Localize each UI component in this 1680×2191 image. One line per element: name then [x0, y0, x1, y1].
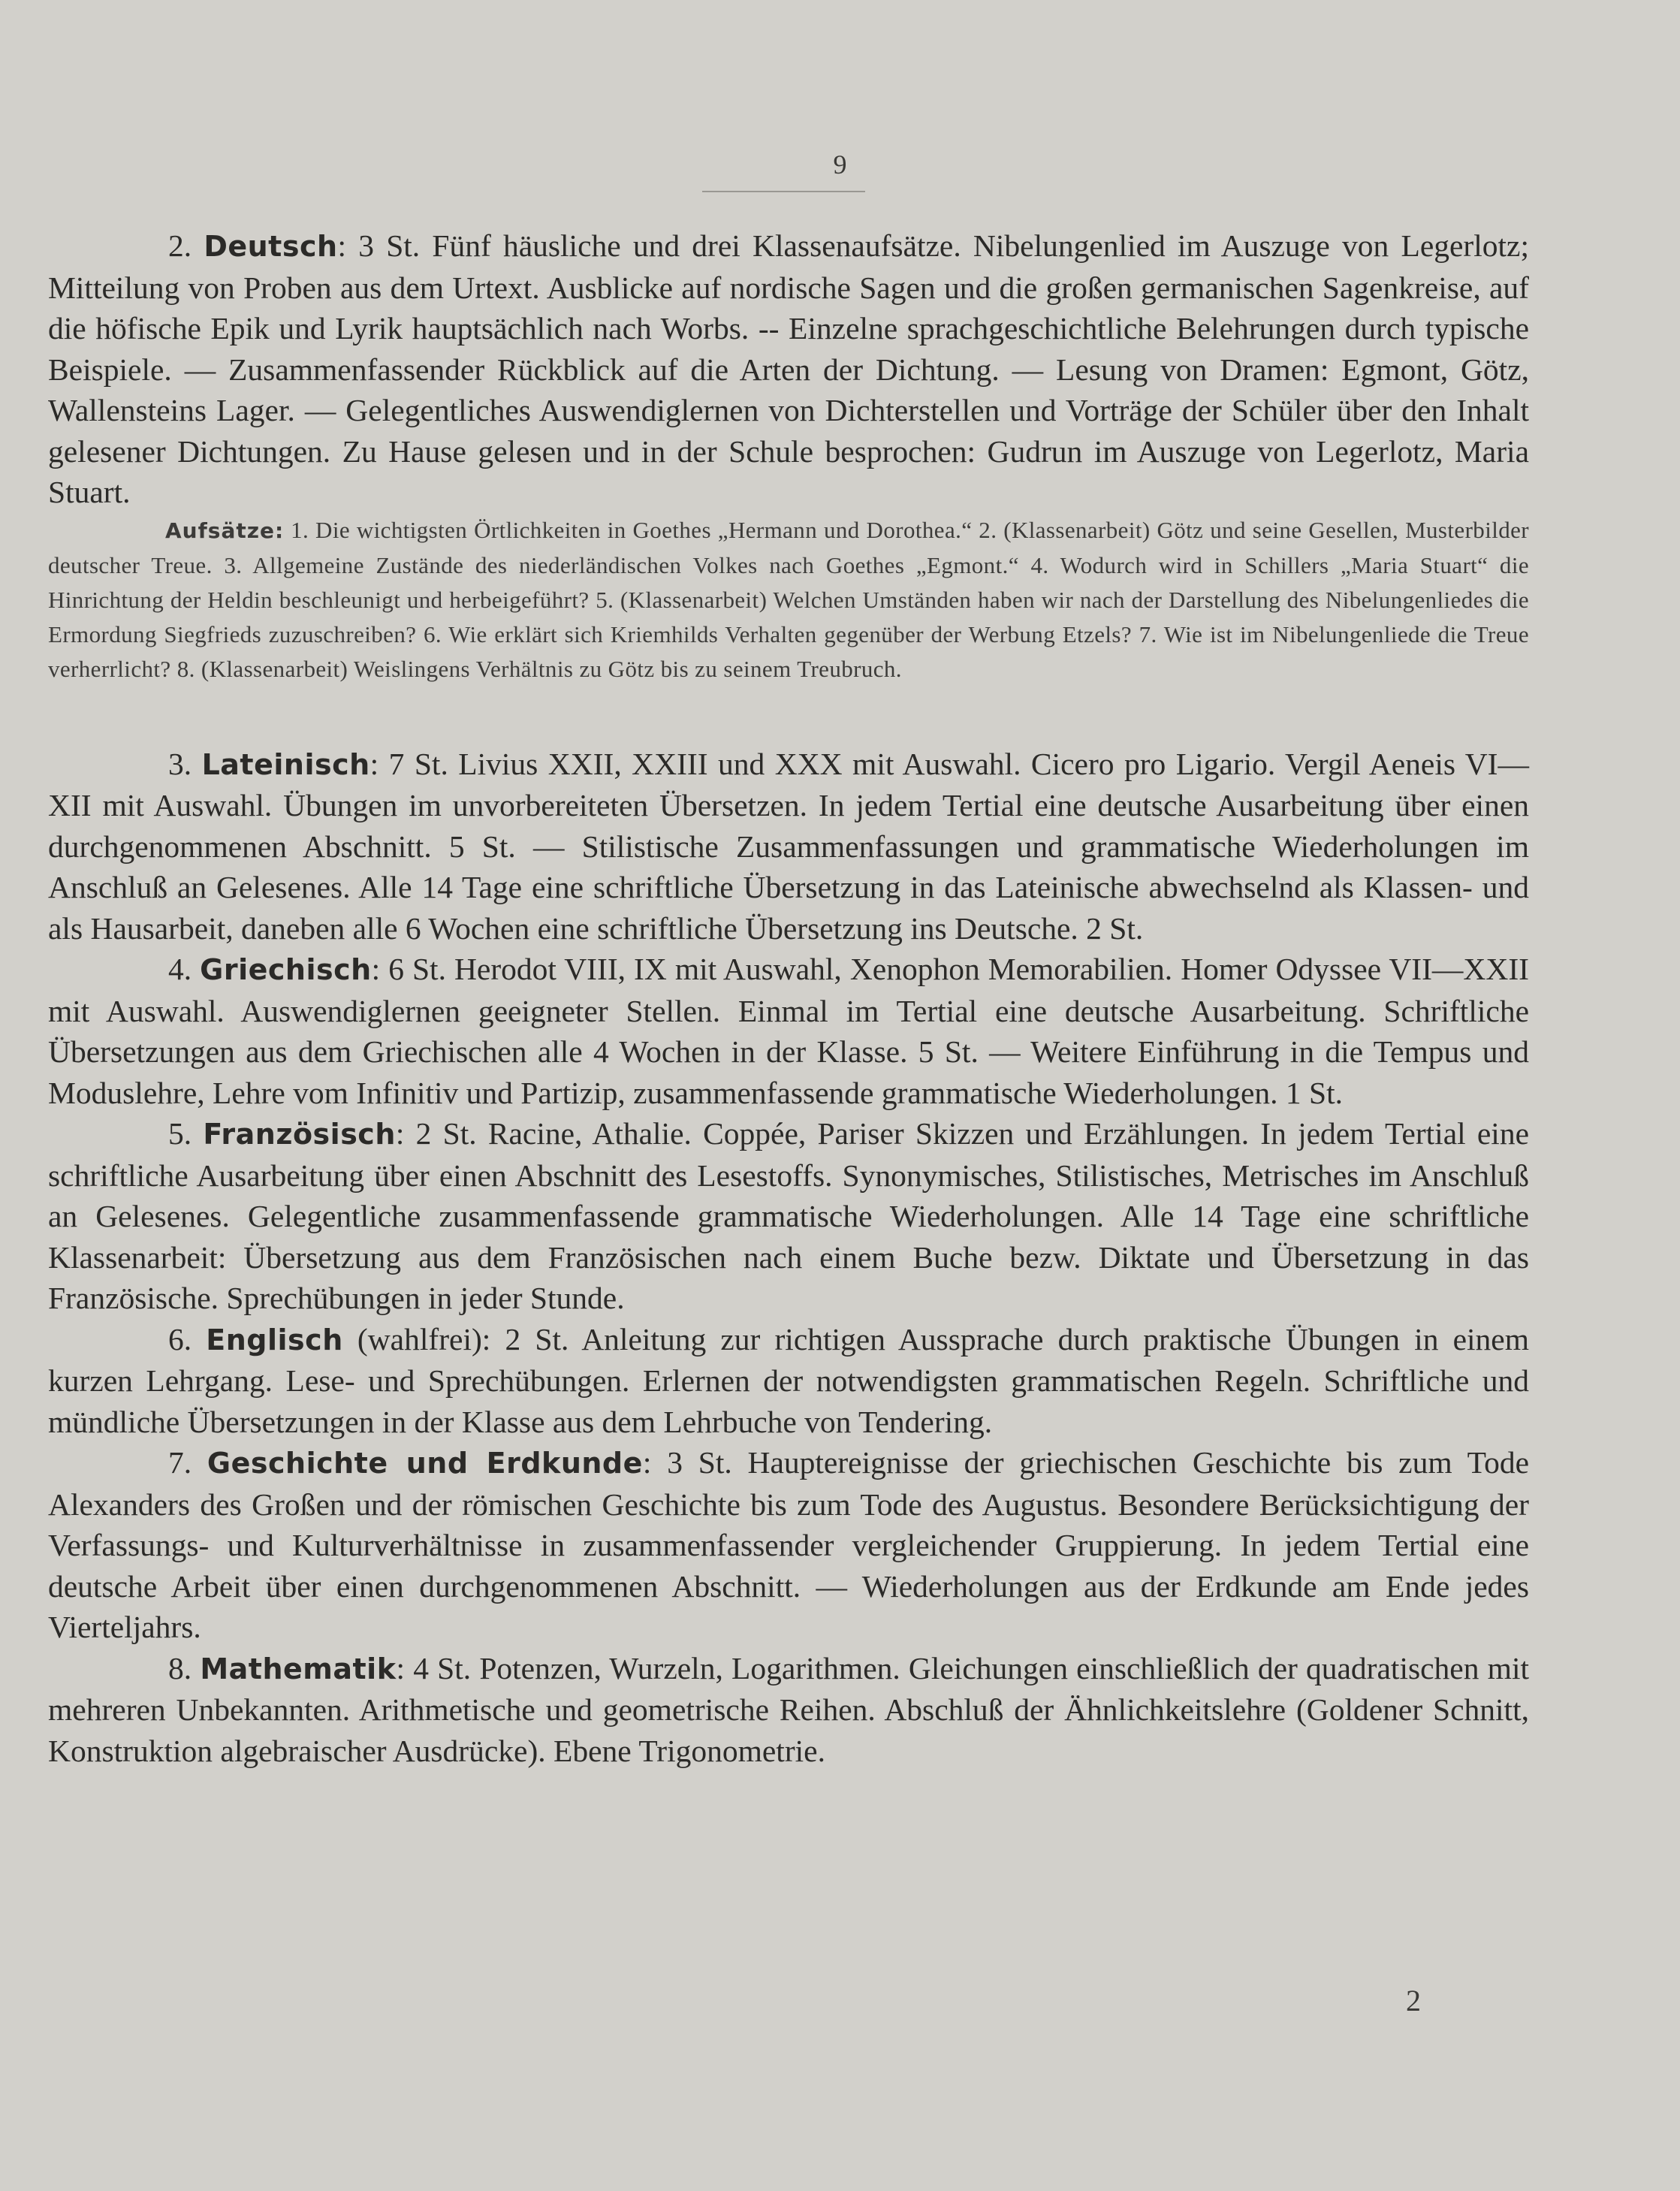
section-deutsch: [48, 225, 1529, 513]
section-number: 8.: [168, 1650, 192, 1686]
section-text: : 2 St. Racine, Athalie. Coppée, Pariser Skizzen und Erzählungen. In jedem Tertial eine schriftliche Ausarbeitung über einen Abschnitt des Lesestoffs. Synonymisches, Stilistisches, Metrisches im Anschluß an Gelesenes. Gelegentliche zusammenfassende grammatische Wiederholungen. Alle 14 Tage eine schriftliche Klassenarbeit: Übersetzung aus dem Französischen nach einem Buche bezw. Diktate und Übersetzung in das Französische. Sprechübungen in jeder Stunde.: [48, 1116, 1529, 1315]
subject-heading: Französisch: [203, 1118, 396, 1151]
subject-heading: Mathematik: [200, 1652, 397, 1686]
page-number: 9: [833, 149, 847, 180]
section-text: : 3 St. Hauptereignisse der griechischen Geschichte bis zum Tode Alexanders des Großen und der römischen Geschichte bis zum Tode des Augustus. Besondere Berücksichtigung der Verfassungs- und Kulturverhältnisse in zusammenfassender vergleichender Gruppierung. In jedem Tertial eine deutsche Arbeit über einen durchgenommenen Abschnitt. — Wiederholungen aus der Erdkunde am Ende jedes Vierteljahrs.: [48, 1445, 1530, 1644]
header-rule: [702, 191, 865, 192]
aufsaetze-label: Aufsätze:: [165, 518, 285, 543]
section-number: 4.: [168, 952, 192, 986]
section-franzoesisch: [48, 1113, 1529, 1319]
section-lateinisch: [48, 744, 1529, 949]
main-text: [48, 225, 1529, 1771]
section-mathematik: [48, 1648, 1529, 1772]
section-number: 6.: [168, 1321, 192, 1357]
section-englisch: [48, 1319, 1529, 1443]
subject-heading: Lateinisch: [201, 747, 370, 781]
section-number: 5.: [168, 1116, 192, 1151]
section-geschichte-erdkunde: [48, 1442, 1529, 1648]
subject-heading: Geschichte und Erdkunde: [207, 1447, 643, 1480]
section-number: 3.: [168, 746, 192, 781]
sheet-signature-number: 2: [1406, 1984, 1421, 2017]
section-text: (wahlfrei): 2 St. Anleitung zur richtigen Aussprache durch praktische Übungen in einem kurzen Lehrgang. Lese- und Sprechübungen. Erlernen der notwendigsten grammatischen Regeln. Schriftliche und mündliche Übersetzungen in der Klasse aus dem Lehrbuche von Tendering.: [48, 1321, 1530, 1439]
section-text: : 7 St. Livius XXII, XXIII und XXX mit Auswahl. Cicero pro Ligario. Vergil Aeneis VI—XII mit Auswahl. Übungen im unvorbereiteten Übersetzen. In jedem Tertial eine deutsche Ausarbeitung über einen durchgenommenen Abschnitt. 5 St. — Stilistische Zusammenfassungen und grammatische Wiederholungen im Anschluß an Gelesenes. Alle 14 Tage eine schriftliche Übersetzung in das Lateinische abwechselnd als Klassen- und als Hausarbeit, daneben alle 6 Wochen eine schriftliche Übersetzung ins Deutsche. 2 St.: [48, 746, 1530, 946]
section-number: 7.: [168, 1445, 192, 1480]
section-number: 2.: [168, 228, 192, 263]
aufsaetze-list: [48, 513, 1529, 687]
section-text: : 4 St. Potenzen, Wurzeln, Logarithmen. Gleichungen einschließlich der quadratischen mit mehreren Unbekannten. Arithmetische und geometrische Reihen. Abschluß der Ähnlichkeitslehre (Goldener Schnitt, Konstruktion algebraischer Ausdrücke). Ebene Trigonometrie.: [48, 1650, 1530, 1768]
subject-heading: Deutsch: [204, 230, 338, 263]
aufsaetze-text: 1. Die wichtigsten Örtlichkeiten in Goethes „Hermann und Dorothea.“ 2. (Klassenarbeit) Götz und seine Gesellen, Musterbilder deutscher Treue. 3. Allgemeine Zustände des niederländischen Volkes nach Goethes „Egmont.“ 4. Wodurch wird in Schillers „Maria Stuart“ die Hinrichtung der Heldin beschleunigt und herbeigeführt? 5. (Klassenarbeit) Welchen Umständen haben wir nach der Darstellung des Nibelungenliedes die Ermordung Siegfrieds zuzuschreiben? 6. Wie erklärt sich Kriemhilds Verhalten gegenüber der Werbung Etzels? 7. Wie ist im Nibelungenliede die Treue verherrlicht? 8. (Klassenarbeit) Weislingens Verhältnis zu Götz bis zu seinem Treubruch.: [48, 516, 1529, 682]
subject-heading: Griechisch: [200, 953, 372, 986]
subject-heading: Englisch: [206, 1323, 343, 1357]
section-text: : 3 St. Fünf häusliche und drei Klassenaufsätze. Nibelungenlied im Auszuge von Legerlotz; Mitteilung von Proben aus dem Urtext. Ausblicke auf nordische Sagen und die großen germanischen Sagenkreise, auf die höfische Epik und Lyrik hauptsächlich nach Worbs. -- Einzelne sprachgeschichtliche Belehrungen durch typische Beispiele. — Zusammenfassender Rückblick auf die Arten der Dichtung. — Lesung von Dramen: Egmont, Götz, Wallensteins Lager. — Gelegentliches Auswendiglernen von Dichterstellen und Vorträge der Schüler über den Inhalt gelesener Dichtungen. Zu Hause gelesen und in der Schule besprochen: Gudrun im Auszuge von Legerlotz, Maria Stuart.: [48, 228, 1529, 509]
section-gap: [48, 687, 1529, 744]
section-text: : 6 St. Herodot VIII, IX mit Auswahl, Xenophon Memorabilien. Homer Odyssee VII—XXII mit Auswahl. Auswendiglernen geeigneter Stellen. Einmal im Tertial eine deutsche Ausarbeitung. Schriftliche Übersetzungen aus dem Griechischen alle 4 Wochen in der Klasse. 5 St. — Weitere Einführung in die Tempus und Moduslehre, Lehre vom Infinitiv und Partizip, zusammenfassende grammatische Wiederholungen. 1 St.: [48, 952, 1530, 1110]
section-griechisch: [48, 949, 1529, 1113]
